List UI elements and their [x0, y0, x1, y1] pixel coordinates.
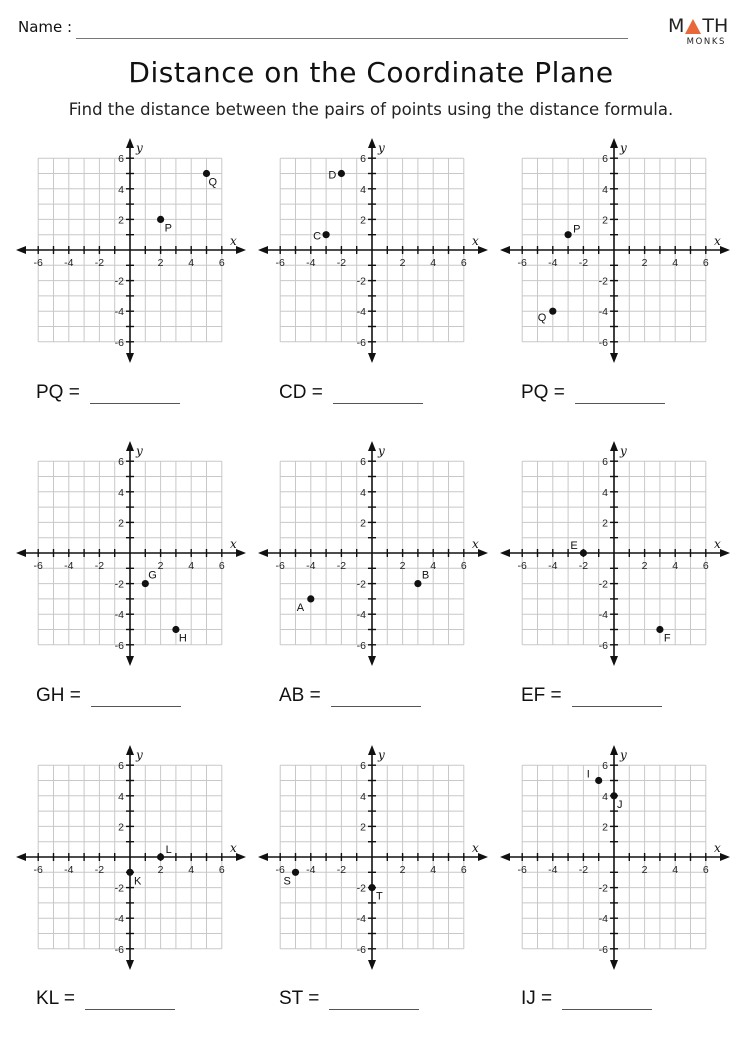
svg-text:-4: -4: [548, 560, 558, 572]
answer-4: [36, 685, 181, 707]
svg-text:4: 4: [188, 864, 195, 876]
answer-7: [36, 988, 175, 1010]
point-K: [126, 869, 133, 876]
svg-text:-2: -2: [94, 864, 105, 876]
axes: [16, 441, 246, 666]
point-I: [595, 777, 602, 784]
svg-text:6: 6: [602, 456, 608, 469]
point-P: [565, 231, 572, 238]
math-monks-logo: [668, 16, 728, 47]
svg-text:6: 6: [460, 864, 467, 876]
svg-text:-4: -4: [598, 609, 608, 622]
point-label: L: [165, 844, 172, 856]
arrow-left-icon: [500, 246, 510, 254]
arrow-down-icon: [610, 656, 618, 666]
svg-text:-2: -2: [336, 864, 347, 876]
point-label: E: [570, 540, 578, 552]
svg-text:4: 4: [118, 486, 124, 499]
svg-text:2: 2: [118, 214, 124, 227]
coordinate-plane-6: [500, 441, 730, 666]
y-axis-label: y: [378, 748, 385, 762]
arrow-right-icon: [720, 853, 730, 861]
x-axis-label: x: [472, 841, 479, 855]
x-axis-label: x: [714, 537, 721, 551]
arrow-up-icon: [610, 441, 618, 451]
svg-text:2: 2: [641, 257, 648, 269]
answer-8: [279, 988, 419, 1010]
axes: [500, 441, 730, 666]
svg-text:-6: -6: [33, 864, 43, 876]
arrow-up-icon: [368, 138, 376, 148]
point-label: S: [283, 875, 291, 888]
answer-blank[interactable]: [91, 692, 181, 707]
svg-text:-4: -4: [548, 864, 558, 876]
svg-text:4: 4: [430, 560, 437, 572]
svg-text:-4: -4: [114, 913, 124, 926]
point-label: Q: [537, 312, 547, 325]
point-D: [338, 170, 345, 177]
svg-text:-2: -2: [598, 578, 608, 591]
svg-text:-6: -6: [275, 257, 285, 269]
coordinate-plane-8: [258, 745, 488, 970]
x-axis-label: x: [230, 537, 237, 551]
svg-text:-2: -2: [114, 275, 124, 288]
axes: [16, 138, 246, 363]
svg-text:-4: -4: [598, 913, 608, 926]
point-label: D: [328, 169, 337, 182]
svg-text:-2: -2: [356, 275, 366, 288]
svg-text:6: 6: [360, 760, 366, 773]
x-axis-label: x: [472, 537, 479, 551]
point-T: [368, 884, 375, 891]
svg-text:4: 4: [602, 790, 608, 803]
svg-text:-6: -6: [356, 639, 366, 652]
svg-text:-4: -4: [356, 913, 366, 926]
svg-text:-2: -2: [94, 560, 105, 572]
arrow-down-icon: [610, 960, 618, 970]
answer-blank[interactable]: [85, 995, 175, 1010]
svg-text:-2: -2: [94, 257, 105, 269]
arrow-up-icon: [368, 745, 376, 755]
page-title: Distance on the Coordinate Plane: [128, 56, 614, 89]
svg-text:-6: -6: [517, 560, 527, 572]
svg-text:-2: -2: [114, 882, 124, 895]
point-L: [157, 853, 164, 860]
name-input-line[interactable]: [76, 38, 628, 39]
point-label: B: [421, 569, 430, 582]
arrow-down-icon: [368, 656, 376, 666]
answer-3: [521, 382, 665, 404]
svg-text:-4: -4: [306, 257, 316, 269]
answer-2: [279, 382, 423, 404]
svg-text:4: 4: [360, 486, 366, 499]
svg-text:-2: -2: [356, 578, 366, 591]
arrow-up-icon: [126, 138, 134, 148]
axes: [258, 138, 488, 363]
arrow-right-icon: [478, 246, 488, 254]
svg-text:6: 6: [460, 257, 467, 269]
svg-text:4: 4: [672, 864, 679, 876]
svg-text:2: 2: [157, 560, 164, 572]
answer-blank[interactable]: [572, 692, 662, 707]
coordinate-plane-7: [16, 745, 246, 970]
point-label: J: [617, 798, 623, 811]
svg-text:-2: -2: [578, 560, 589, 572]
svg-text:-4: -4: [114, 306, 124, 319]
svg-text:6: 6: [702, 560, 709, 572]
svg-text:-6: -6: [275, 864, 285, 876]
svg-text:4: 4: [118, 790, 124, 803]
arrow-left-icon: [258, 246, 268, 254]
svg-text:-6: -6: [356, 336, 366, 349]
coordinate-plane-3: [500, 138, 730, 363]
arrow-down-icon: [126, 960, 134, 970]
y-axis-label: y: [136, 141, 143, 155]
arrow-up-icon: [610, 745, 618, 755]
svg-text:-2: -2: [356, 882, 366, 895]
point-label: P: [164, 222, 172, 235]
svg-text:4: 4: [672, 560, 679, 572]
point-label: T: [376, 890, 383, 903]
svg-text:4: 4: [360, 183, 366, 196]
svg-text:-4: -4: [598, 306, 608, 319]
point-C: [323, 231, 330, 238]
point-label: A: [296, 601, 305, 614]
name-label: Name :: [18, 18, 73, 36]
svg-text:2: 2: [602, 517, 608, 530]
coordinate-plane-5: [258, 441, 488, 666]
svg-text:6: 6: [360, 153, 366, 166]
answer-1: [36, 382, 180, 404]
svg-text:6: 6: [218, 560, 225, 572]
svg-text:-4: -4: [64, 257, 74, 269]
svg-text:-2: -2: [598, 275, 608, 288]
svg-text:4: 4: [188, 560, 195, 572]
svg-text:2: 2: [360, 821, 366, 834]
svg-text:-6: -6: [598, 336, 608, 349]
svg-text:2: 2: [399, 560, 406, 572]
svg-text:2: 2: [399, 257, 406, 269]
svg-text:4: 4: [672, 257, 679, 269]
svg-text:-2: -2: [598, 882, 608, 895]
point-B: [414, 580, 421, 587]
coordinate-plane-1: [16, 138, 246, 363]
answer-label: GH =: [36, 685, 81, 706]
svg-text:-6: -6: [356, 943, 366, 956]
answer-label: CD =: [279, 382, 323, 403]
svg-text:-2: -2: [578, 864, 589, 876]
svg-text:6: 6: [118, 456, 124, 469]
answer-blank[interactable]: [333, 389, 423, 404]
svg-text:6: 6: [602, 153, 608, 166]
answer-blank[interactable]: [575, 389, 665, 404]
svg-text:-4: -4: [356, 306, 366, 319]
svg-text:2: 2: [118, 821, 124, 834]
answer-label: IJ =: [521, 988, 553, 1009]
point-P: [157, 216, 164, 223]
axes: [258, 745, 488, 970]
arrow-left-icon: [16, 246, 26, 254]
logo-text-m: M: [668, 15, 685, 37]
point-S: [292, 869, 299, 876]
svg-text:6: 6: [360, 456, 366, 469]
svg-text:-6: -6: [517, 257, 527, 269]
svg-text:-6: -6: [114, 336, 124, 349]
x-axis-label: x: [230, 841, 237, 855]
arrow-up-icon: [126, 745, 134, 755]
svg-text:-6: -6: [598, 639, 608, 652]
answer-label: PQ =: [521, 382, 565, 403]
coordinate-plane-4: [16, 441, 246, 666]
y-axis-label: y: [378, 444, 385, 458]
svg-text:2: 2: [399, 864, 406, 876]
svg-text:-4: -4: [64, 560, 74, 572]
point-F: [656, 626, 663, 633]
arrow-right-icon: [236, 853, 246, 861]
arrow-left-icon: [16, 549, 26, 557]
svg-text:-6: -6: [114, 639, 124, 652]
arrow-down-icon: [368, 960, 376, 970]
point-label: K: [134, 875, 142, 888]
axes: [16, 745, 246, 970]
arrow-right-icon: [720, 549, 730, 557]
coordinate-plane-2: [258, 138, 488, 363]
svg-text:-4: -4: [356, 609, 366, 622]
svg-text:4: 4: [602, 183, 608, 196]
axes: [500, 138, 730, 363]
svg-text:-4: -4: [306, 560, 316, 572]
arrow-right-icon: [478, 549, 488, 557]
answer-label: ST =: [279, 988, 320, 1009]
point-label: F: [663, 632, 671, 645]
answer-label: AB =: [279, 685, 321, 706]
svg-text:-4: -4: [548, 257, 558, 269]
svg-text:6: 6: [702, 864, 709, 876]
point-label: Q: [208, 176, 218, 189]
svg-text:-6: -6: [33, 560, 43, 572]
x-axis-label: x: [714, 234, 721, 248]
y-axis-label: y: [620, 748, 627, 762]
arrow-right-icon: [236, 246, 246, 254]
svg-text:-2: -2: [336, 560, 347, 572]
answer-label: KL =: [36, 988, 75, 1009]
point-label: C: [313, 230, 322, 243]
arrow-down-icon: [368, 353, 376, 363]
x-axis-label: x: [472, 234, 479, 248]
arrow-right-icon: [720, 246, 730, 254]
svg-text:4: 4: [430, 864, 437, 876]
svg-text:2: 2: [157, 864, 164, 876]
answer-9: [521, 988, 652, 1010]
svg-text:6: 6: [118, 760, 124, 773]
svg-text:-6: -6: [275, 560, 285, 572]
arrow-down-icon: [610, 353, 618, 363]
svg-text:4: 4: [360, 790, 366, 803]
y-axis-label: y: [620, 444, 627, 458]
svg-text:6: 6: [460, 560, 467, 572]
svg-text:-6: -6: [114, 943, 124, 956]
svg-text:6: 6: [602, 760, 608, 773]
arrow-up-icon: [126, 441, 134, 451]
point-label: G: [148, 569, 157, 582]
point-E: [580, 549, 587, 556]
svg-text:-4: -4: [114, 609, 124, 622]
instructions: Find the distance between the pairs of points using the distance formula.: [68, 100, 674, 119]
answer-blank[interactable]: [329, 995, 419, 1010]
axes: [500, 745, 730, 970]
svg-text:-2: -2: [578, 257, 589, 269]
arrow-left-icon: [258, 853, 268, 861]
answer-label: EF =: [521, 685, 562, 706]
point-label: P: [573, 223, 581, 236]
svg-text:-2: -2: [336, 257, 347, 269]
point-label: I: [586, 768, 590, 781]
svg-text:2: 2: [602, 821, 608, 834]
logo-text-th: TH: [702, 15, 729, 37]
svg-text:4: 4: [118, 183, 124, 196]
arrow-left-icon: [16, 853, 26, 861]
svg-text:6: 6: [218, 257, 225, 269]
arrow-up-icon: [610, 138, 618, 148]
arrow-down-icon: [126, 353, 134, 363]
svg-text:-6: -6: [517, 864, 527, 876]
svg-text:-4: -4: [306, 864, 316, 876]
arrow-down-icon: [126, 656, 134, 666]
logo-triangle-icon: [685, 19, 701, 34]
x-axis-label: x: [230, 234, 237, 248]
answer-blank[interactable]: [562, 995, 652, 1010]
axes: [258, 441, 488, 666]
svg-text:4: 4: [188, 257, 195, 269]
svg-text:6: 6: [118, 153, 124, 166]
answer-blank[interactable]: [331, 692, 421, 707]
y-axis-label: y: [136, 444, 143, 458]
svg-text:2: 2: [641, 864, 648, 876]
svg-text:2: 2: [602, 214, 608, 227]
y-axis-label: y: [620, 141, 627, 155]
svg-text:2: 2: [118, 517, 124, 530]
svg-text:6: 6: [702, 257, 709, 269]
svg-text:-4: -4: [64, 864, 74, 876]
answer-5: [279, 685, 421, 707]
y-axis-label: y: [136, 748, 143, 762]
answer-label: PQ =: [36, 382, 80, 403]
arrow-left-icon: [500, 853, 510, 861]
svg-text:2: 2: [641, 560, 648, 572]
svg-text:-6: -6: [33, 257, 43, 269]
x-axis-label: x: [714, 841, 721, 855]
svg-text:-6: -6: [598, 943, 608, 956]
name-row: [18, 18, 72, 36]
arrow-up-icon: [368, 441, 376, 451]
y-axis-label: y: [378, 141, 385, 155]
coordinate-plane-9: [500, 745, 730, 970]
svg-text:4: 4: [602, 486, 608, 499]
answer-blank[interactable]: [90, 389, 180, 404]
point-A: [307, 595, 314, 602]
logo-text-monks: MONKS: [686, 37, 726, 47]
arrow-right-icon: [236, 549, 246, 557]
svg-text:2: 2: [360, 517, 366, 530]
point-label: H: [178, 632, 187, 645]
svg-text:4: 4: [430, 257, 437, 269]
svg-text:6: 6: [218, 864, 225, 876]
answer-6: [521, 685, 662, 707]
point-Q: [549, 308, 556, 315]
arrow-right-icon: [478, 853, 488, 861]
arrow-left-icon: [500, 549, 510, 557]
svg-text:-2: -2: [114, 578, 124, 591]
arrow-left-icon: [258, 549, 268, 557]
svg-text:2: 2: [157, 257, 164, 269]
svg-text:2: 2: [360, 214, 366, 227]
